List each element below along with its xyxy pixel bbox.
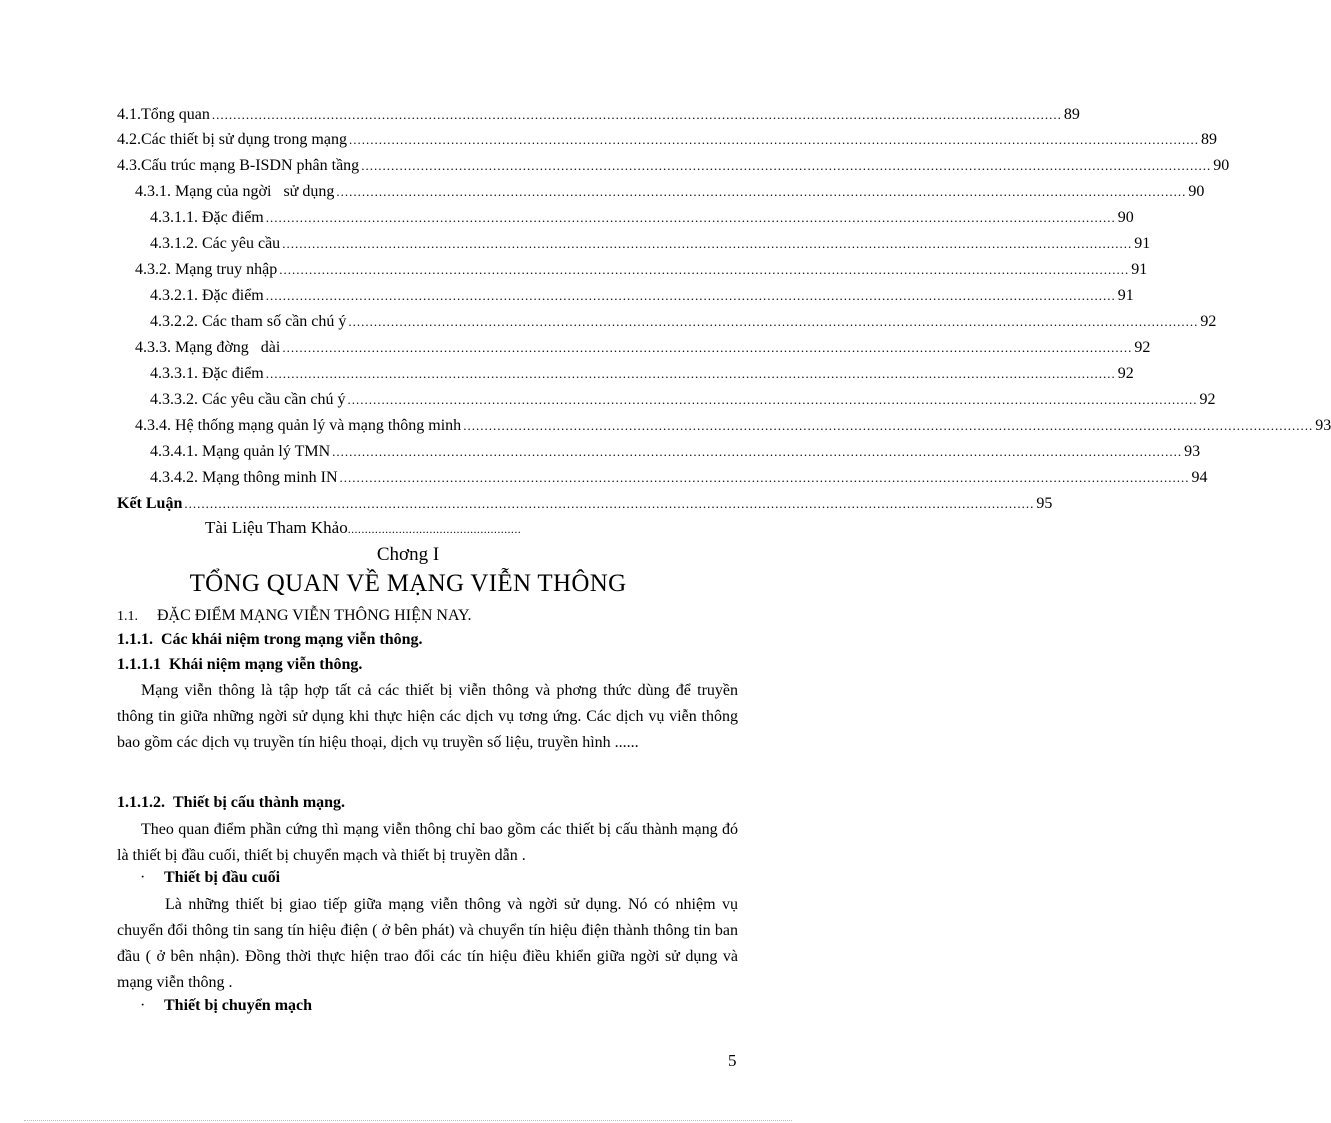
toc-entry-4-1[interactable] <box>117 106 1080 126</box>
toc-leader: ........................................................................................................................................................................................................ <box>265 366 1116 381</box>
toc-page: 90 <box>1213 157 1230 174</box>
section-heading-1-1 <box>117 607 472 625</box>
toc-entry-conclusion[interactable] <box>117 495 1053 515</box>
section-number: 1.1. <box>117 609 138 624</box>
page-bottom-divider <box>24 1120 792 1121</box>
toc-title: Mạng quản lý TMN <box>202 443 331 460</box>
bullet-switching-devices <box>140 997 312 1015</box>
toc-title: Đặc điểm <box>202 365 264 382</box>
toc-leader: ........................................................................................................................................................................................................ <box>348 132 1199 147</box>
toc-entry-4-3-2[interactable] <box>135 261 1148 281</box>
toc-title: Các yêu cầu <box>202 235 281 252</box>
toc-number: 4.3.2. <box>135 261 171 278</box>
toc-number: 4.3.2.2. <box>150 313 198 330</box>
toc-page: 95 <box>1036 495 1053 512</box>
toc-leader: ........................................................................................................................................................................................................ <box>282 340 1133 355</box>
section-title: ĐẶC ĐIỂM MẠNG VIỄN THÔNG HIỆN NAY. <box>157 607 472 624</box>
toc-number: 4.3.4.1. <box>150 443 198 460</box>
toc-number: 4.3.3.1. <box>150 365 198 382</box>
toc-entry-4-2[interactable] <box>117 131 1217 151</box>
toc-title: Cấu trúc mạng B-ISDN phân tầng <box>141 157 360 174</box>
toc-title: Mạng thông minh IN <box>202 469 338 486</box>
toc-entry-4-3-3[interactable] <box>135 339 1151 359</box>
toc-leader: ........................................................................................................................................................................................................ <box>336 184 1187 199</box>
toc-entry-4-3-2-2[interactable] <box>150 313 1217 333</box>
section-number: 1.1.1. <box>117 631 153 648</box>
toc-entry-4-3-1-1[interactable] <box>150 209 1134 229</box>
toc-leader: ................................................... <box>347 522 522 536</box>
section-heading-1-1-1-2 <box>117 794 345 812</box>
toc-leader: ........................................................................................................................................................................................................ <box>463 418 1314 433</box>
paragraph-terminal-devices <box>117 892 738 996</box>
section-heading-1-1-1 <box>117 631 423 649</box>
paragraph-telecom-definition <box>117 678 738 756</box>
toc-title: Các yêu cầu cần chú ý <box>202 391 346 408</box>
toc-title: Mạng truy nhập <box>175 261 278 278</box>
bullet-title: Thiết bị đầu cuối <box>164 869 281 886</box>
toc-number: 4.3.3. <box>135 339 171 356</box>
toc-leader: ........................................................................................................................................................................................................ <box>282 236 1133 251</box>
toc-title: Tổng quan <box>141 106 210 123</box>
section-number: 1.1.1.1 <box>117 656 161 673</box>
toc-entry-4-3-1-2[interactable] <box>150 235 1151 255</box>
toc-number: 4.3.1.2. <box>150 235 198 252</box>
toc-title: Đặc điểm <box>202 287 264 304</box>
toc-entry-4-3-4-1[interactable] <box>150 443 1201 463</box>
toc-entry-references[interactable] <box>205 518 521 538</box>
toc-page: 94 <box>1191 469 1208 486</box>
toc-page: 92 <box>1117 365 1134 382</box>
toc-number: 4.3.4.2. <box>150 469 198 486</box>
toc-number: 4.3. <box>117 157 141 174</box>
toc-page: 93 <box>1184 443 1201 460</box>
toc-number: 4.1. <box>117 106 141 123</box>
toc-entry-4-3-1[interactable] <box>135 183 1205 203</box>
section-title: Thiết bị cấu thành mạng. <box>173 794 346 811</box>
bullet-title: Thiết bị chuyển mạch <box>164 997 313 1014</box>
toc-entry-4-3-4[interactable] <box>135 417 1331 437</box>
toc-leader: ........................................................................................................................................................................................................ <box>265 288 1116 303</box>
toc-page: 91 <box>1117 287 1134 304</box>
paragraph-network-devices <box>117 817 738 869</box>
toc-leader: ........................................................................................................................................................................................................ <box>332 444 1183 459</box>
paragraph-text: Là những thiết bị giao tiếp giữa mạng viễn thông và ngời sử dụng. Nó có nhiệm vụ chuyển đổi thông tin sang tín hiệu điện ( ở bên phát) và chuyển tín hiệu điện thành thông tin ban đầu ( ở bên nhận). Đồng thời thực hiện trao đổi các tín hiệu điều khiển giữa ngời sử dụng và mạng viễn thông . <box>117 896 738 991</box>
toc-entry-4-3-2-1[interactable] <box>150 287 1134 307</box>
toc-leader: ........................................................................................................................................................................................................ <box>265 210 1116 225</box>
section-heading-1-1-1-1 <box>117 656 362 674</box>
bullet-terminal-devices <box>140 869 280 887</box>
toc-page: 91 <box>1134 235 1151 252</box>
toc-title: Kết Luận <box>117 495 183 512</box>
toc-leader: ........................................................................................................................................................................................................ <box>361 158 1212 173</box>
toc-leader: ........................................................................................................................................................................................................ <box>339 470 1190 485</box>
toc-leader: ........................................................................................................................................................................................................ <box>347 392 1198 407</box>
bullet-icon: · <box>140 869 146 886</box>
toc-title: Mạng đờng dài <box>175 339 281 356</box>
toc-page: 89 <box>1200 131 1217 148</box>
toc-title: Các tham số cần chú ý <box>202 313 347 330</box>
toc-title: Tài Liệu Tham Khảo <box>205 518 348 537</box>
toc-entry-4-3[interactable] <box>117 157 1230 177</box>
toc-title: Hệ thống mạng quản lý và mạng thông minh <box>175 417 462 434</box>
toc-title: Các thiết bị sử dụng trong mạng <box>141 131 347 148</box>
page-number: 5 <box>728 1051 737 1070</box>
toc-page: 93 <box>1315 417 1331 434</box>
bullet-icon: · <box>140 997 146 1014</box>
toc-leader: ........................................................................................................................................................................................................ <box>279 262 1130 277</box>
toc-page: 90 <box>1117 209 1134 226</box>
toc-number: 4.3.1. <box>135 183 171 200</box>
toc-page: 92 <box>1200 313 1217 330</box>
toc-number: 4.3.3.2. <box>150 391 198 408</box>
toc-entry-4-3-3-2[interactable] <box>150 391 1216 411</box>
toc-page: 91 <box>1131 261 1148 278</box>
toc-page: 89 <box>1063 106 1080 123</box>
paragraph-text: Mạng viễn thông là tập hợp tất cả các thiết bị viễn thông và phơng thức dùng để truyền thông tin giữa những ngời sử dụng khi thực hiện các dịch vụ tơng ứng. Các dịch vụ viễn thông bao gồm các dịch vụ truyền tín hiệu thoại, dịch vụ truyền số liệu, truyền hình ...... <box>117 682 738 751</box>
toc-title: Mạng của ngời sử dụng <box>175 183 335 200</box>
section-number: 1.1.1.2. <box>117 794 165 811</box>
toc-leader: ........................................................................................................................................................................................................ <box>184 496 1035 511</box>
toc-number: 4.2. <box>117 131 141 148</box>
toc-entry-4-3-4-2[interactable] <box>150 469 1208 489</box>
toc-number: 4.3.4. <box>135 417 171 434</box>
toc-title: Đặc điểm <box>202 209 264 226</box>
toc-page: 92 <box>1199 391 1216 408</box>
toc-number: 4.3.2.1. <box>150 287 198 304</box>
section-title: Khái niệm mạng viễn thông. <box>169 656 363 673</box>
chapter-label: Chơng I <box>376 544 440 565</box>
paragraph-text: Theo quan điểm phần cứng thì mạng viễn thông chỉ bao gồm các thiết bị cấu thành mạng đó là thiết bị đầu cuối, thiết bị chuyển mạch và thiết bị truyền dẫn . <box>117 821 738 864</box>
chapter-title: TỔNG QUAN VỀ MẠNG VIỄN THÔNG <box>189 570 627 597</box>
toc-entry-4-3-3-1[interactable] <box>150 365 1134 385</box>
section-title: Các khái niệm trong mạng viễn thông. <box>161 631 423 648</box>
toc-leader: ........................................................................................................................................................................................................ <box>348 314 1199 329</box>
toc-page: 90 <box>1188 183 1205 200</box>
toc-page: 92 <box>1134 339 1151 356</box>
toc-number: 4.3.1.1. <box>150 209 198 226</box>
toc-leader: ........................................................................................................................................................................................................ <box>211 107 1062 122</box>
